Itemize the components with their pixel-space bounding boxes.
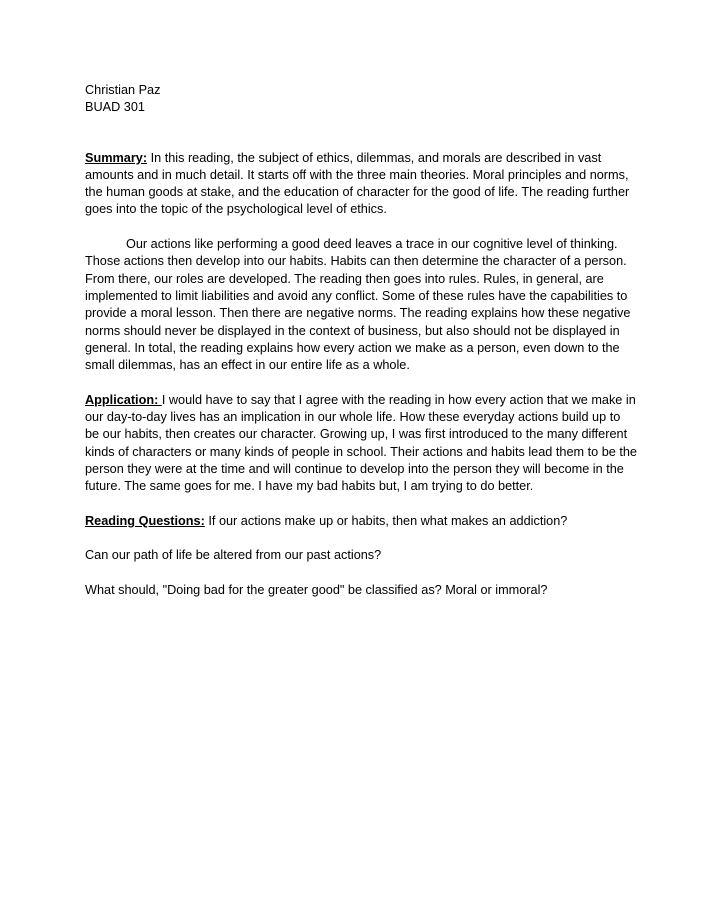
reading-questions-label: Reading Questions: bbox=[85, 513, 205, 528]
summary-paragraph bbox=[85, 150, 637, 219]
spacer bbox=[85, 565, 637, 582]
spacer bbox=[85, 219, 637, 236]
summary-paragraph-2: Our actions like performing a good deed leaves a trace in our cognitive level of thinking. Those actions then develop into our habits. Habits can then determine the character of a person. From there, our roles are developed. The reading then goes into rules. Rules, in general, are implemented to limit liabilities and avoid any conflict. Some of these rules have the capabilities to provide a moral lesson. Then there are negative norms. The reading explains how these negative norms should never be displayed in the context of business, but also should not be displayed in general. In total, the reading explains how every action we make as a person, even down to the small dilemmas, has an effect in our entire life as a whole. bbox=[85, 237, 631, 373]
application-paragraph bbox=[85, 392, 637, 496]
document-page bbox=[85, 82, 637, 599]
reading-question-3: What should, "Doing bad for the greater good" be classified as? Moral or immoral? bbox=[85, 583, 548, 598]
reading-question-2: Can our path of life be altered from our past actions? bbox=[85, 548, 382, 563]
application-text: I would have to say that I agree with the reading in how every action that we make in our day-to-day lives has an implication in our whole life. How these everyday actions build up to be our habits, then creates our character. Growing up, I was first introduced to the many different kinds of characters or many kinds of people in school. Their actions and habits lead them to be the person they were at the time and will continue to develop into the person they will become in the future. The same goes for me. I have my bad habits but, I am trying to do better. bbox=[85, 392, 637, 494]
summary-text: In this reading, the subject of ethics, dilemmas, and morals are described in vast amounts and in much detail. It starts off with the three main theories. Moral principles and norms, the human goods at stake, and the education of character for the good of life. The reading further goes into the topic of the psychological level of ethics. bbox=[85, 150, 630, 217]
spacer bbox=[85, 117, 637, 150]
course-code: BUAD 301 bbox=[85, 100, 145, 115]
summary-label: Summary: bbox=[85, 150, 148, 165]
author-name: Christian Paz bbox=[85, 83, 161, 97]
application-label: Application: bbox=[85, 392, 162, 407]
reading-question-1 bbox=[85, 513, 637, 530]
spacer bbox=[85, 374, 637, 391]
question-1-text: If our actions make up or habits, then what makes an addiction? bbox=[204, 513, 568, 528]
spacer bbox=[85, 496, 637, 513]
spacer bbox=[85, 530, 637, 547]
